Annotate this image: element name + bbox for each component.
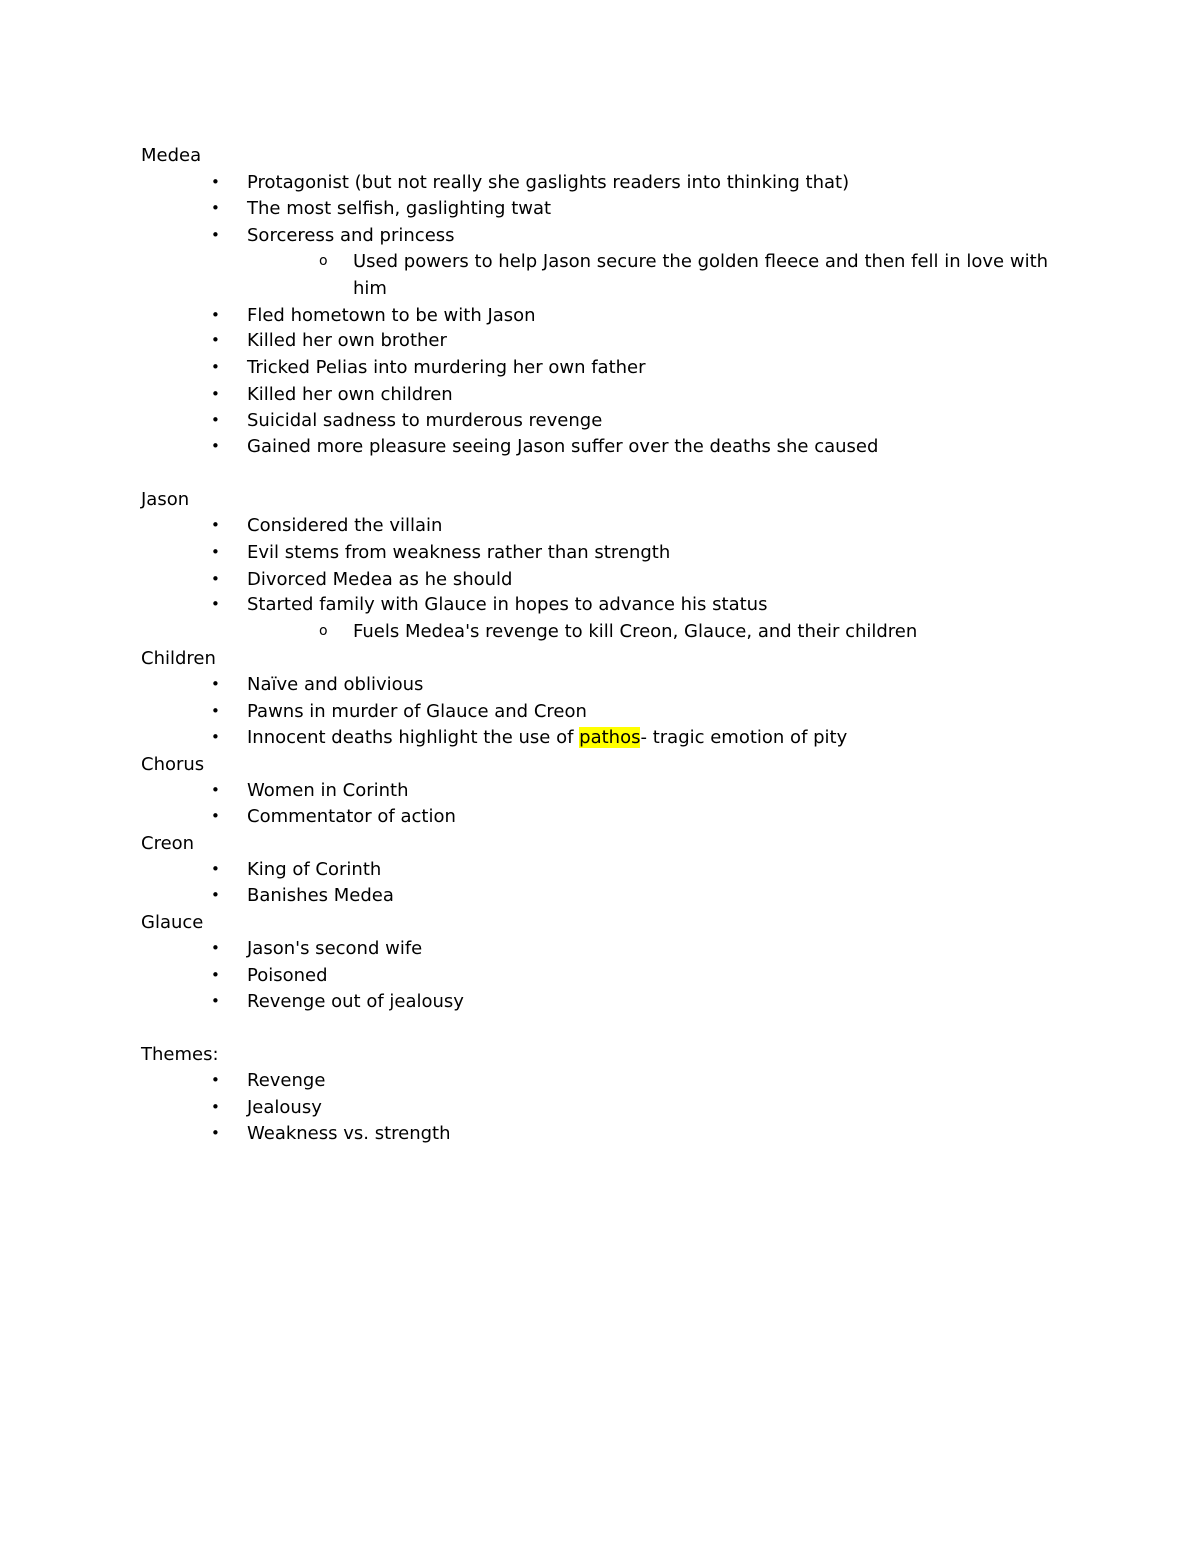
bullet-icon: • (211, 939, 220, 957)
list-item (0, 698, 1200, 725)
list-item-text: Killed her own children (247, 384, 453, 405)
list-item-text: Started family with Glauce in hopes to advance his status (247, 594, 768, 615)
list-item-text: Revenge (247, 1070, 326, 1091)
highlighted-term: pathos (579, 727, 641, 748)
list-item (0, 882, 1200, 909)
list-item (0, 354, 1200, 381)
bullet-icon: • (211, 437, 220, 455)
list-item (0, 433, 1200, 460)
list-item-text: Protagonist (but not really she gaslights readers into thinking that) (247, 172, 850, 193)
list-item (0, 222, 1200, 249)
list-item-text: Revenge out of jealousy (247, 991, 464, 1012)
sub-bullet-icon: o (319, 253, 328, 269)
bullet-icon: • (211, 331, 220, 349)
list-item-text: Suicidal sadness to murderous revenge (247, 410, 603, 431)
section-heading-jason (0, 486, 1200, 513)
list-item-text: Jealousy (247, 1097, 322, 1118)
section-heading-themes (0, 1041, 1200, 1068)
list-item-text: Evil stems from weakness rather than strength (247, 542, 671, 563)
list-item-text: Weakness vs. strength (247, 1123, 451, 1144)
list-item-text: Tricked Pelias into murdering her own father (247, 357, 646, 378)
section-heading-children (0, 645, 1200, 672)
list-item (0, 803, 1200, 830)
bullet-icon: • (211, 675, 220, 693)
list-item-text: The most selfish, gaslighting twat (247, 198, 552, 219)
bullet-icon: • (211, 1124, 220, 1142)
section-heading-glauce (0, 909, 1200, 936)
list-item (0, 671, 1200, 698)
list-item (0, 591, 1200, 618)
list-item (0, 539, 1200, 566)
list-item-text: Jason's second wife (247, 938, 423, 959)
bullet-icon: • (211, 860, 220, 878)
sub-list-item-continuation (0, 275, 1200, 302)
list-item (0, 1067, 1200, 1094)
bullet-icon: • (211, 543, 220, 561)
bullet-icon: • (211, 516, 220, 534)
list-item-text (247, 724, 847, 751)
list-item-text: Women in Corinth (247, 780, 409, 801)
bullet-icon: • (211, 1098, 220, 1116)
list-item (0, 381, 1200, 408)
sub-list-item-text: Used powers to help Jason secure the golden fleece and then fell in love with (353, 251, 1049, 272)
bullet-icon: • (211, 1071, 220, 1089)
list-item-text: Fled hometown to be with Jason (247, 305, 536, 326)
bullet-icon: • (211, 728, 220, 746)
list-item (0, 169, 1200, 196)
heading-text: Creon (141, 833, 195, 854)
list-item (0, 935, 1200, 962)
heading-text: Themes: (141, 1044, 219, 1065)
bullet-icon: • (211, 358, 220, 376)
heading-text: Medea (141, 145, 202, 166)
bullet-icon: • (211, 411, 220, 429)
list-item (0, 1120, 1200, 1147)
list-item-text: Poisoned (247, 965, 328, 986)
text-before-highlight: Innocent deaths highlight the use of (247, 727, 580, 748)
sub-list-item (0, 618, 1200, 645)
list-item (0, 988, 1200, 1015)
list-item (0, 1094, 1200, 1121)
list-item (0, 962, 1200, 989)
list-item (0, 195, 1200, 222)
list-item-text: Pawns in murder of Glauce and Creon (247, 701, 587, 722)
bullet-icon: • (211, 226, 220, 244)
sub-list-item (0, 248, 1200, 275)
list-item-text: Commentator of action (247, 806, 456, 827)
list-item-text: Sorceress and princess (247, 225, 455, 246)
bullet-icon: • (211, 173, 220, 191)
bullet-icon: • (211, 886, 220, 904)
bullet-icon: • (211, 306, 220, 324)
heading-text: Jason (141, 489, 190, 510)
sub-list-item-text: him (353, 278, 387, 299)
list-item-text: King of Corinth (247, 859, 382, 880)
section-heading-chorus (0, 751, 1200, 778)
list-item (0, 724, 1200, 751)
sub-bullet-icon: o (319, 623, 328, 639)
bullet-icon: • (211, 966, 220, 984)
list-item-text: Banishes Medea (247, 885, 394, 906)
bullet-icon: • (211, 702, 220, 720)
heading-text: Glauce (141, 912, 204, 933)
heading-text: Chorus (141, 754, 205, 775)
list-item (0, 302, 1200, 329)
bullet-icon: • (211, 595, 220, 613)
list-item-text: Naïve and oblivious (247, 674, 424, 695)
bullet-icon: • (211, 385, 220, 403)
list-item-text: Divorced Medea as he should (247, 569, 513, 590)
list-item-text: Killed her own brother (247, 330, 447, 351)
bullet-icon: • (211, 570, 220, 588)
section-heading-medea (0, 142, 1200, 169)
text-after-highlight: - tragic emotion of pity (640, 727, 848, 748)
bullet-icon: • (211, 992, 220, 1010)
heading-text: Children (141, 648, 216, 669)
list-item (0, 327, 1200, 354)
bullet-icon: • (211, 199, 220, 217)
list-item (0, 777, 1200, 804)
list-item-text: Gained more pleasure seeing Jason suffer over the deaths she caused (247, 436, 879, 457)
list-item (0, 566, 1200, 593)
list-item (0, 512, 1200, 539)
bullet-icon: • (211, 807, 220, 825)
list-item-text: Considered the villain (247, 515, 443, 536)
list-item (0, 407, 1200, 434)
bullet-icon: • (211, 781, 220, 799)
sub-list-item-text: Fuels Medea's revenge to kill Creon, Glauce, and their children (353, 621, 918, 642)
section-heading-creon (0, 830, 1200, 857)
list-item (0, 856, 1200, 883)
